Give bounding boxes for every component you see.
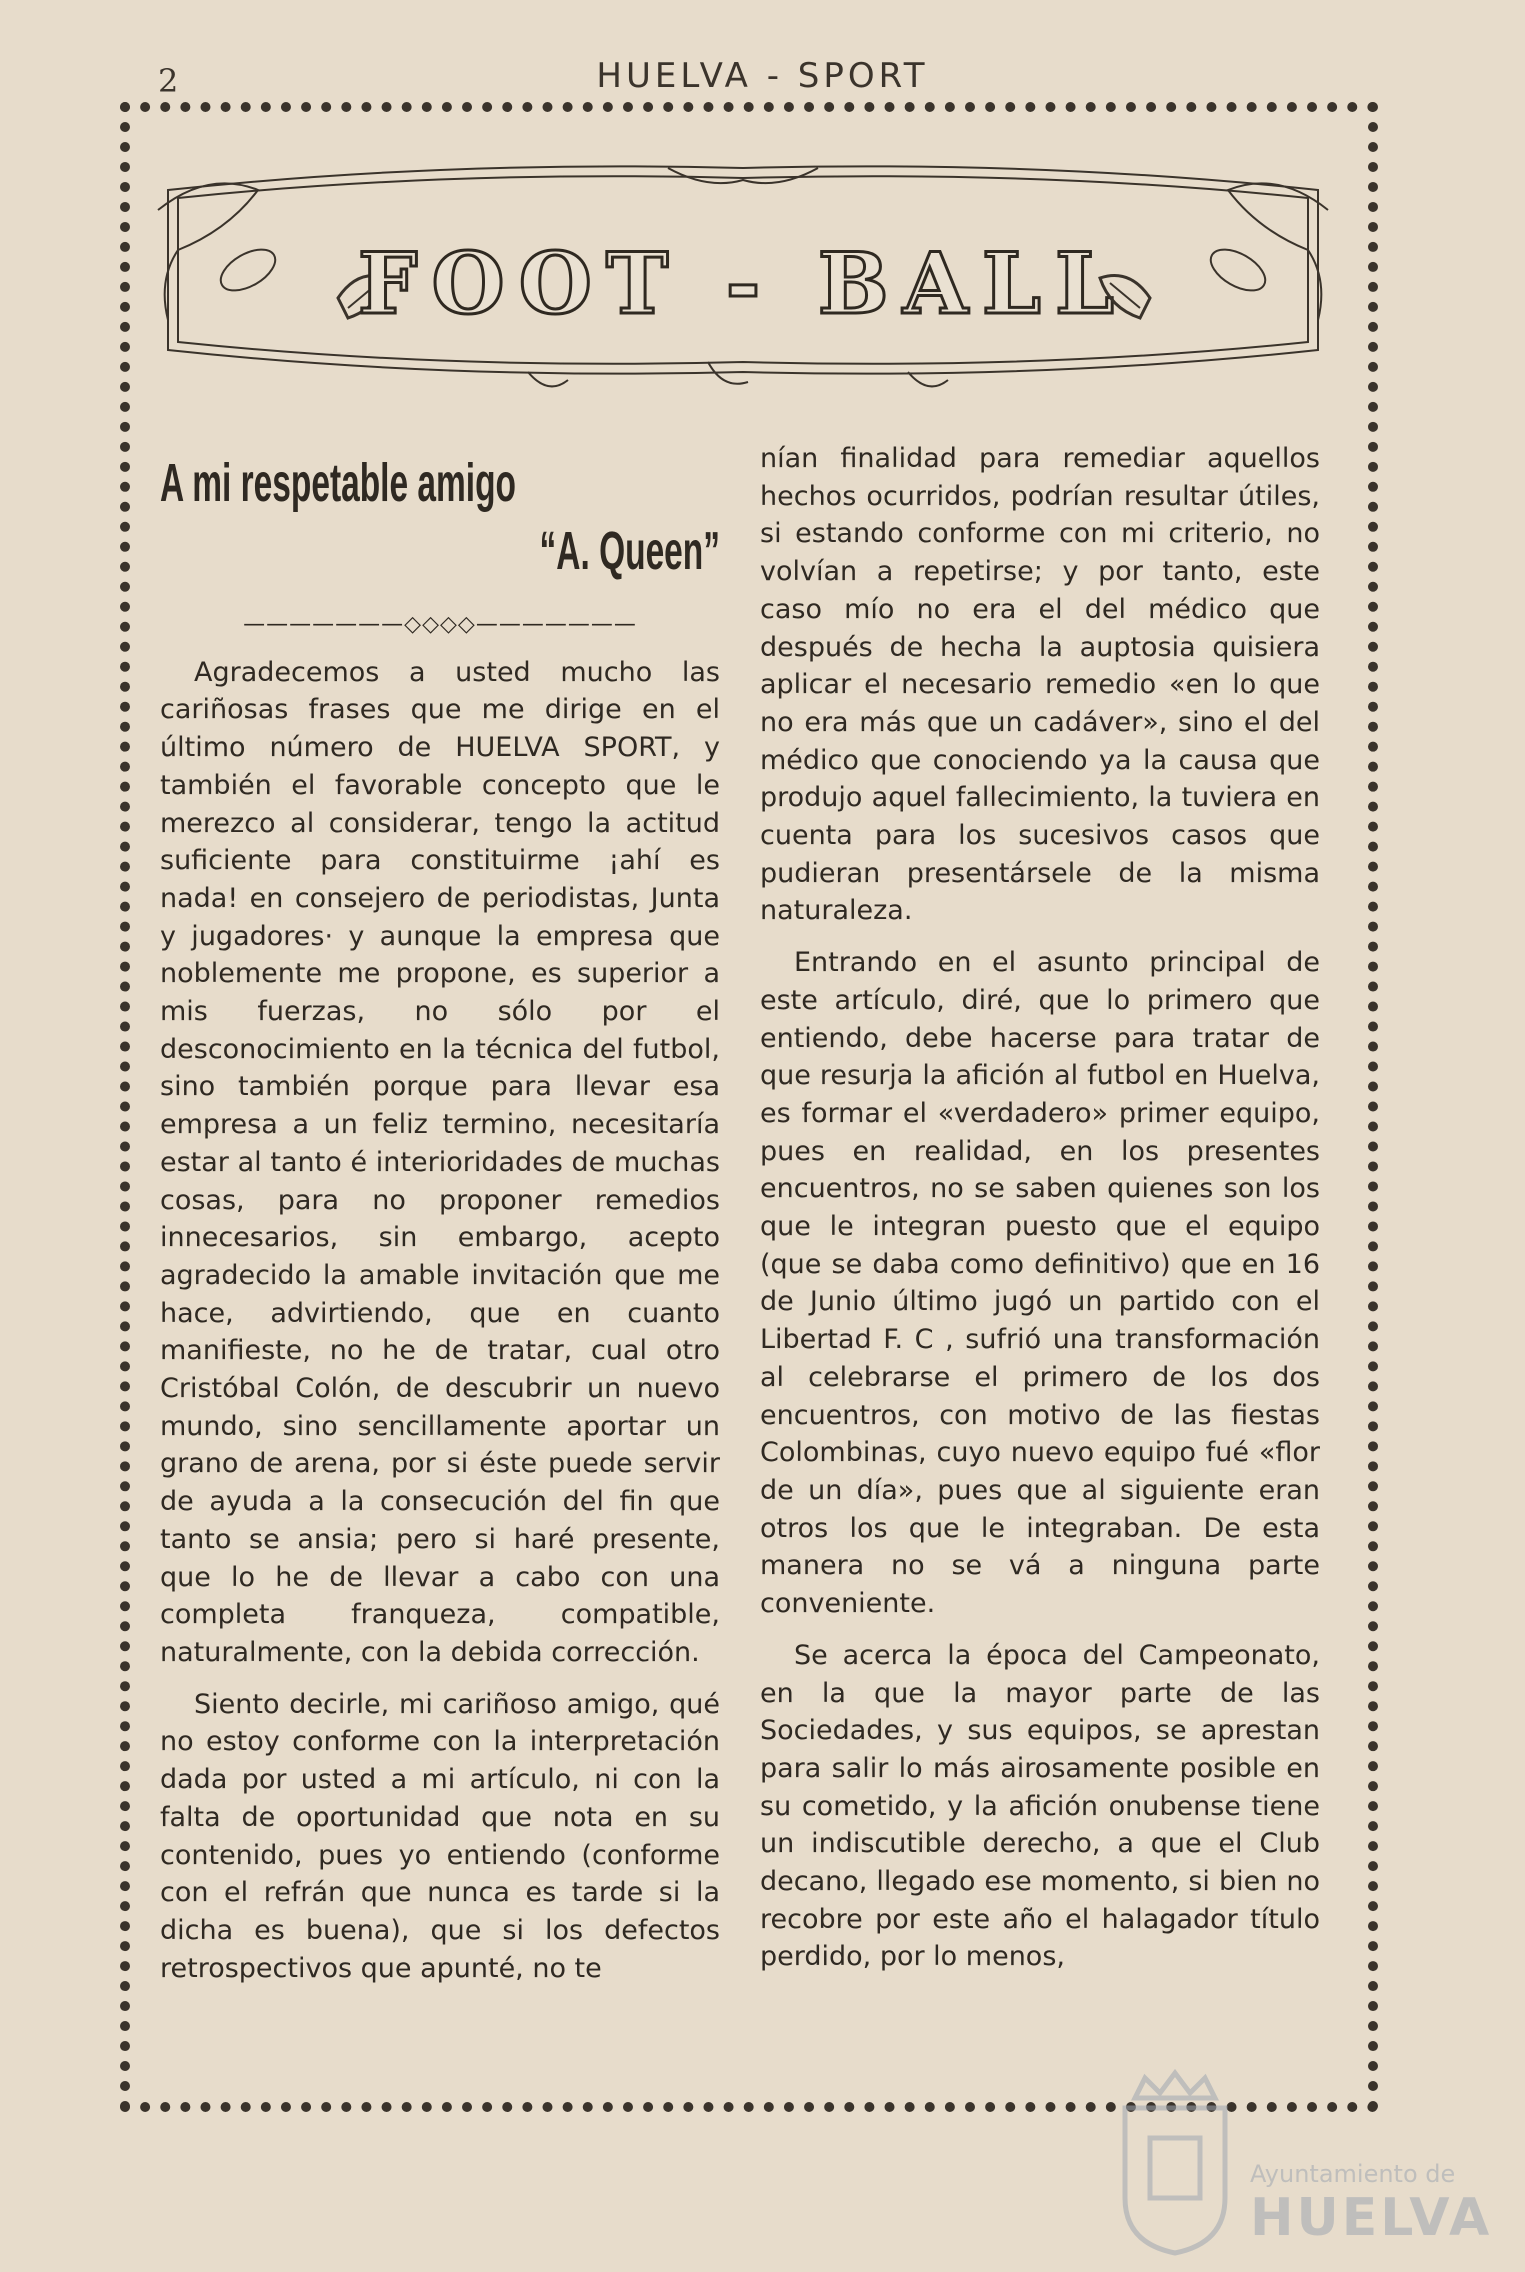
paragraph: Entrando en el asunto principal de este artículo, diré, que lo primero que entiendo, debe hacerse para tratar de que resurja la afición al futbol en Huelva, es formar el «verdadero» primer equipo, pues en realidad, en los presentes encuentros, no se saben quienes son los que le integran puesto que el equipo (que se daba como definitivo) que en 16 de Junio último jugó un partido con el Libertad F. C , sufrió una transformación al celebrarse el primero de los dos encuentros, con motivo de las fiestas Colombinas, cuyo nuevo equipo fué «flor de un día», pues que al siguiente eran otros los que le integraban. De esta manera no se vá a ninguna parte conveniente. bbox=[760, 947, 1320, 1620]
running-title: HUELVA - SPORT bbox=[596, 56, 929, 96]
coat-of-arms-icon bbox=[1115, 2068, 1235, 2258]
watermark-line-2: HUELVA bbox=[1250, 2188, 1493, 2248]
headline-line-2: “A. Queen” bbox=[539, 521, 720, 581]
watermark-line-1: Ayuntamiento de bbox=[1250, 2160, 1456, 2188]
right-leaf-ornament-icon bbox=[1088, 258, 1160, 330]
banner-title: FOOT - BALL bbox=[357, 234, 1129, 333]
headline-line-1: A mi respetable amigo bbox=[160, 453, 516, 513]
paragraph: Se acerca la época del Campeonato, en la que la mayor parte de las Sociedades, y sus equipos, se aprestan para salir lo más airosamente posible en su cometido, y la afición onubense tiene un indiscutible derecho, a que el Club decano, llegado ese momento, si bien no recobre por este año el halagador título perdido, por lo menos, bbox=[760, 1639, 1320, 1973]
page-number: 2 bbox=[158, 62, 179, 100]
left-column bbox=[160, 440, 720, 2001]
separator-rule: ———————◇◇◇◇——————— bbox=[243, 612, 637, 637]
right-column bbox=[760, 440, 1320, 1990]
paragraph: nían finalidad para remediar aquellos hechos ocurridos, podrían resultar útiles, si estando conforme con mi criterio, no volvían a repetirse; y por tanto, este caso mío no era el del médico que después de hecha la auptosia quisiera aplicar el necesario remedio «en lo que no era más que un cadáver», sino el del médico que conociendo ya la causa que produjo aquel fallecimiento, la tuviera en cuenta para los sucesivos casos que pudieran presentársele de la misma naturaleza. bbox=[760, 443, 1320, 927]
paragraph: Agradecemos a usted mucho las cariñosas frases que me dirige en el último número de HUELVA SPORT, y también el favorable concepto que le merezco al considerar, tengo la actitud suficiente para constituirme ¡ahí es nada! en consejero de periodistas, Junta y jugadores· y aunque la empresa que noblemente me propone, es superior a mis fuerzas, no sólo por el desconocimiento en la técnica del futbol, sino también porque para llevar esa empresa a un feliz termino, necesitaría estar al tanto é interioridades de muchas cosas, para no proponer remedios innecesarios, sin embargo, acepto agradecido la amable invitación que me hace, advirtiendo, que en cuanto manifieste, no he de tratar, cual otro Cristóbal Colón, de descubrir un nuevo mundo, sino sencillamente aportar un grano de arena, por si éste puede servir de ayuda a la consecución del fin que tanto se ansia; pero si haré presente, que lo he de llevar a cabo con una completa franqueza, compatible, naturalmente, con la debida corrección. bbox=[160, 656, 720, 1668]
section-banner bbox=[148, 150, 1338, 400]
paragraph: Siento decirle, mi cariñoso amigo, qué no estoy conforme con la interpretación dada por usted a mi artículo, ni con la falta de oportunidad que nota en su contenido, pues yo entiendo (conforme con el refrán que nunca es tarde si la dicha es buena), que si los defectos retrospectivos que apunté, no te bbox=[160, 1688, 720, 1984]
separator-ornament: ◇◇◇◇ bbox=[404, 612, 476, 637]
archive-watermark bbox=[1105, 2068, 1515, 2268]
